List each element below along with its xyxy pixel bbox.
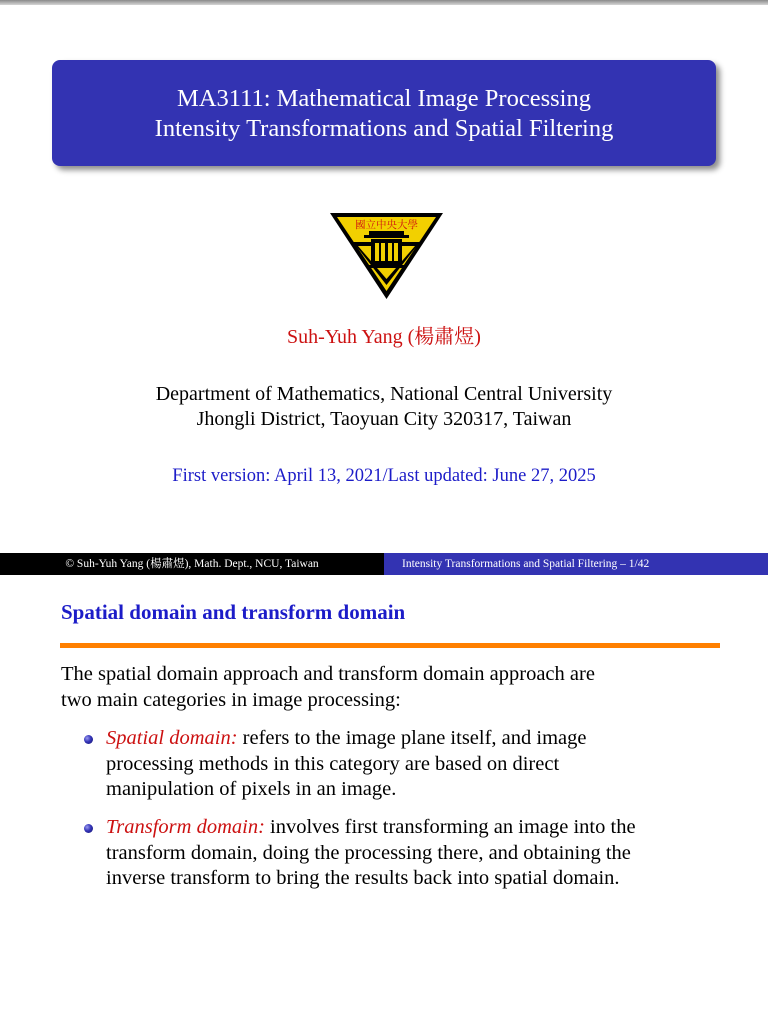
term-transform-domain: Transform domain:	[106, 816, 265, 838]
top-rule	[0, 0, 768, 5]
intro-line-1: The spatial domain approach and transform domain approach are	[61, 663, 595, 685]
title-block	[52, 60, 716, 166]
item-text: processing methods in this category are based on direct	[106, 752, 560, 775]
title-line-2: Intensity Transformations and Spatial Filtering	[154, 115, 614, 142]
affiliation-line-2: Jhongli District, Taoyuan City 320317, Taiwan	[196, 408, 572, 430]
affiliation-line-1: Department of Mathematics, National Central University	[155, 383, 613, 405]
footer-page-info: Intensity Transformations and Spatial Filtering – 1/42	[384, 553, 768, 575]
footer-author: © Suh-Yuh Yang (楊肅煜), Math. Dept., NCU, Taiwan	[0, 553, 384, 575]
logo-text: 國立中央大學	[355, 219, 418, 231]
title-line-1: MA3111: Mathematical Image Processing	[177, 85, 591, 112]
footer-bar	[0, 553, 768, 575]
item-text: inverse transform to bring the results back into spatial domain.	[106, 867, 620, 889]
affiliation	[0, 382, 768, 432]
intro-line-2: two main categories in image processing:	[61, 688, 401, 711]
frame-title-rule	[60, 643, 720, 648]
item-text: refers to the image plane itself, and image	[237, 727, 587, 749]
item-text: involves first transforming an image into the	[264, 816, 636, 838]
ncu-emblem-icon	[329, 211, 444, 301]
frame-title: Spatial domain and transform domain	[61, 600, 406, 624]
bullet-icon	[84, 735, 93, 744]
bullet-icon	[84, 824, 93, 833]
item-text: transform domain, doing the processing there, and obtaining the	[106, 841, 631, 864]
term-spatial-domain: Spatial domain:	[106, 727, 238, 749]
author-name: Suh-Yuh Yang (楊肅煜)	[287, 326, 481, 348]
item-text: manipulation of pixels in an image.	[106, 778, 397, 800]
version-dates: First version: April 13, 2021/Last updated: June 27, 2025	[172, 466, 596, 486]
list-item-transform-domain	[106, 815, 726, 892]
intro-paragraph	[61, 662, 721, 713]
list-item-spatial-domain	[106, 726, 726, 803]
